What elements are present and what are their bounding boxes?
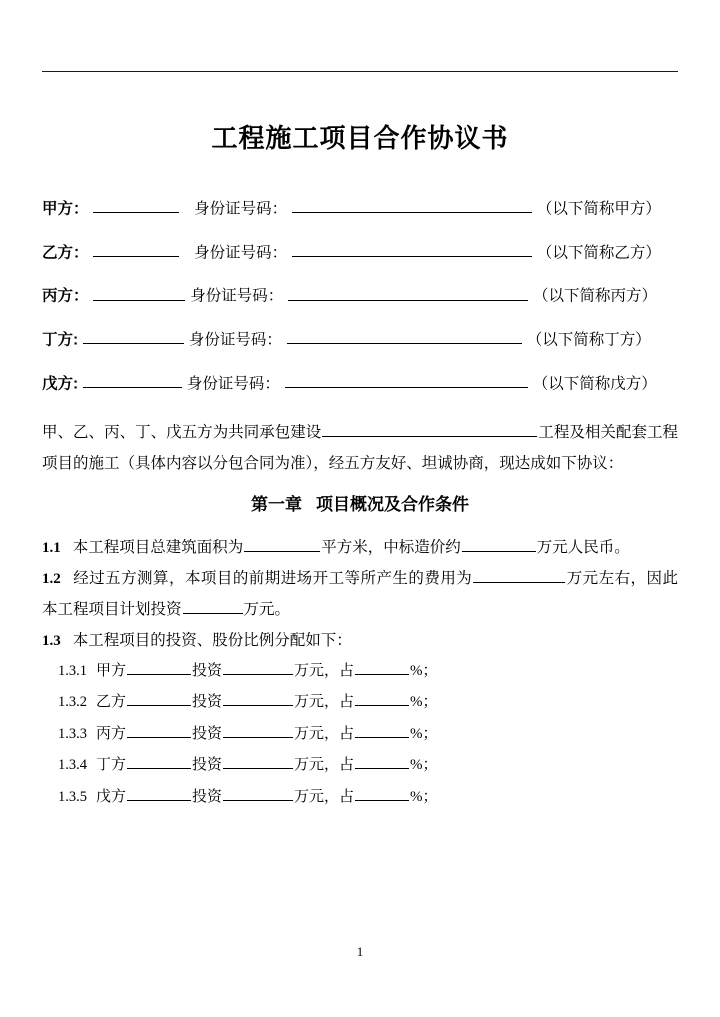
subclause-name-blank-1-3-3[interactable] (127, 723, 191, 738)
id-label-ding: 身份证号码： (188, 331, 282, 349)
party-alias-wu: （以下简称戊方） (532, 375, 657, 393)
subclause-mid-1-3-5: 投资 (192, 788, 223, 805)
party-name-blank-wu[interactable] (83, 373, 182, 388)
subclause-party-1-3-5: 戊方 (96, 788, 127, 805)
clause-1-2-text-3: 万元。 (243, 600, 291, 618)
subclause-unit-1-3-3: 万元，占 (294, 725, 355, 742)
subclause-number-1-3-2: 1.3.2 (58, 694, 87, 711)
party-row-bing (42, 285, 678, 304)
id-label-jia: 身份证号码： (194, 200, 288, 218)
subclause-number-1-3-5: 1.3.5 (58, 788, 87, 805)
clause-1-3-text-1: 本工程项目的投资、股份比例分配如下： (72, 631, 352, 649)
party-label-wu: 戊方: (42, 375, 79, 393)
subclause-name-blank-1-3-5[interactable] (127, 786, 191, 801)
chapter-title: 项目概况及合作条件 (316, 494, 469, 514)
page-title: 工程施工项目合作协议书 (211, 123, 509, 153)
clause-number-1-1: 1.1 (42, 539, 61, 556)
subclause-number-1-3-4: 1.3.4 (58, 757, 87, 774)
party-id-blank-wu[interactable] (285, 373, 528, 388)
subclause-1-3-2 (42, 687, 678, 719)
subclause-unit-1-3-5: 万元，占 (294, 788, 355, 805)
party-name-blank-yi[interactable] (93, 242, 179, 257)
subclause-amount-blank-1-3-3[interactable] (223, 723, 293, 738)
subclause-name-blank-1-3-4[interactable] (127, 754, 191, 769)
subclause-percent-blank-1-3-3[interactable] (355, 723, 409, 738)
subclause-number-1-3-1: 1.3.1 (58, 662, 87, 679)
party-id-blank-ding[interactable] (287, 329, 522, 344)
subclause-percent-blank-1-3-2[interactable] (355, 691, 409, 706)
subclause-pct-1-3-1: %； (410, 662, 438, 679)
subclause-mid-1-3-4: 投资 (192, 757, 223, 774)
clause-1-1 (42, 532, 678, 563)
id-label-bing: 身份证号码： (190, 287, 284, 305)
subclause-pct-1-3-4: %； (410, 757, 438, 774)
subclause-party-1-3-4: 丁方 (96, 757, 127, 774)
preamble-paragraph (42, 417, 678, 479)
clause-number-1-2: 1.2 (42, 570, 61, 587)
subclause-party-1-3-2: 乙方 (96, 694, 127, 711)
party-id-blank-jia[interactable] (292, 198, 532, 213)
party-name-blank-jia[interactable] (93, 198, 179, 213)
subclause-percent-blank-1-3-1[interactable] (355, 660, 409, 675)
subclause-pct-1-3-3: %； (410, 725, 438, 742)
clause-number-1-3: 1.3 (42, 632, 61, 649)
party-row-wu (42, 373, 678, 392)
subclause-amount-blank-1-3-5[interactable] (223, 786, 293, 801)
bid-price-blank[interactable] (462, 536, 536, 551)
party-id-blank-bing[interactable] (288, 285, 528, 300)
party-label-ding: 丁方: (42, 331, 79, 349)
clause-1-1-text-3: 万元人民币。 (536, 538, 630, 556)
planned-investment-blank[interactable] (183, 598, 243, 613)
clause-1-3 (42, 625, 678, 656)
clause-1-1-text-2: 平方米，中标造价约 (321, 538, 461, 556)
subclause-pct-1-3-2: %； (410, 694, 438, 711)
party-label-jia: 甲方： (42, 200, 89, 218)
subclause-amount-blank-1-3-2[interactable] (223, 691, 293, 706)
subclause-mid-1-3-2: 投资 (192, 694, 223, 711)
subclause-percent-blank-1-3-5[interactable] (355, 786, 409, 801)
startup-fee-blank[interactable] (473, 567, 565, 582)
subclause-percent-blank-1-3-4[interactable] (355, 754, 409, 769)
subclause-name-blank-1-3-2[interactable] (127, 691, 191, 706)
clause-1-2-text-2: 万元左右，因此本工程项目计划投资 (42, 569, 678, 618)
subclause-amount-blank-1-3-4[interactable] (223, 754, 293, 769)
subclause-unit-1-3-1: 万元，占 (294, 662, 355, 679)
subclause-name-blank-1-3-1[interactable] (127, 660, 191, 675)
subclause-party-1-3-3: 丙方 (96, 725, 127, 742)
building-area-blank[interactable] (244, 536, 320, 551)
subclause-unit-1-3-2: 万元，占 (294, 694, 355, 711)
party-name-blank-bing[interactable] (93, 285, 185, 300)
page-number: 1 (356, 944, 364, 959)
party-row-ding (42, 329, 678, 348)
subclause-amount-blank-1-3-1[interactable] (223, 660, 293, 675)
subclause-list (42, 656, 678, 814)
party-alias-jia: （以下简称甲方） (536, 200, 661, 218)
party-name-blank-ding[interactable] (83, 329, 184, 344)
id-label-yi: 身份证号码： (194, 243, 288, 261)
subclause-unit-1-3-4: 万元，占 (294, 757, 355, 774)
chapter-number: 第一章 (251, 494, 302, 514)
party-label-yi: 乙方： (42, 243, 89, 261)
subclause-1-3-1 (42, 656, 678, 688)
clause-1-1-text-1: 本工程项目总建筑面积为 (72, 538, 244, 556)
party-list (42, 198, 678, 392)
party-alias-bing: （以下简称丙方） (533, 287, 658, 305)
id-label-wu: 身份证号码： (186, 375, 280, 393)
party-id-blank-yi[interactable] (292, 242, 532, 257)
subclause-1-3-3 (42, 719, 678, 751)
document-content (42, 96, 678, 813)
subclause-pct-1-3-5: %； (410, 788, 438, 805)
header-rule (42, 71, 678, 72)
party-alias-ding: （以下简称丁方） (526, 331, 651, 349)
party-row-yi (42, 242, 678, 261)
subclause-mid-1-3-1: 投资 (192, 662, 223, 679)
subclause-mid-1-3-3: 投资 (192, 725, 223, 742)
party-row-jia (42, 198, 678, 217)
clause-1-2 (42, 563, 678, 625)
subclause-1-3-4 (42, 750, 678, 782)
subclause-1-3-5 (42, 782, 678, 814)
project-name-blank[interactable] (322, 421, 537, 436)
party-label-bing: 丙方： (42, 287, 89, 305)
subclause-party-1-3-1: 甲方 (96, 662, 127, 679)
chapter-heading (42, 491, 678, 518)
clause-1-2-text-1: 经过五方测算，本项目的前期进场开工等所产生的费用为 (72, 569, 473, 587)
party-alias-yi: （以下简称乙方） (536, 243, 661, 261)
preamble-text-2: 工程及相关配套工程项目的施工（具体内容以分包合同为准），经五方友好、坦诚协商，现达成如下协议： (42, 423, 678, 472)
preamble-text-1: 甲、乙、丙、丁、戊五方为共同承包建设 (42, 423, 322, 441)
subclause-number-1-3-3: 1.3.3 (58, 725, 87, 742)
